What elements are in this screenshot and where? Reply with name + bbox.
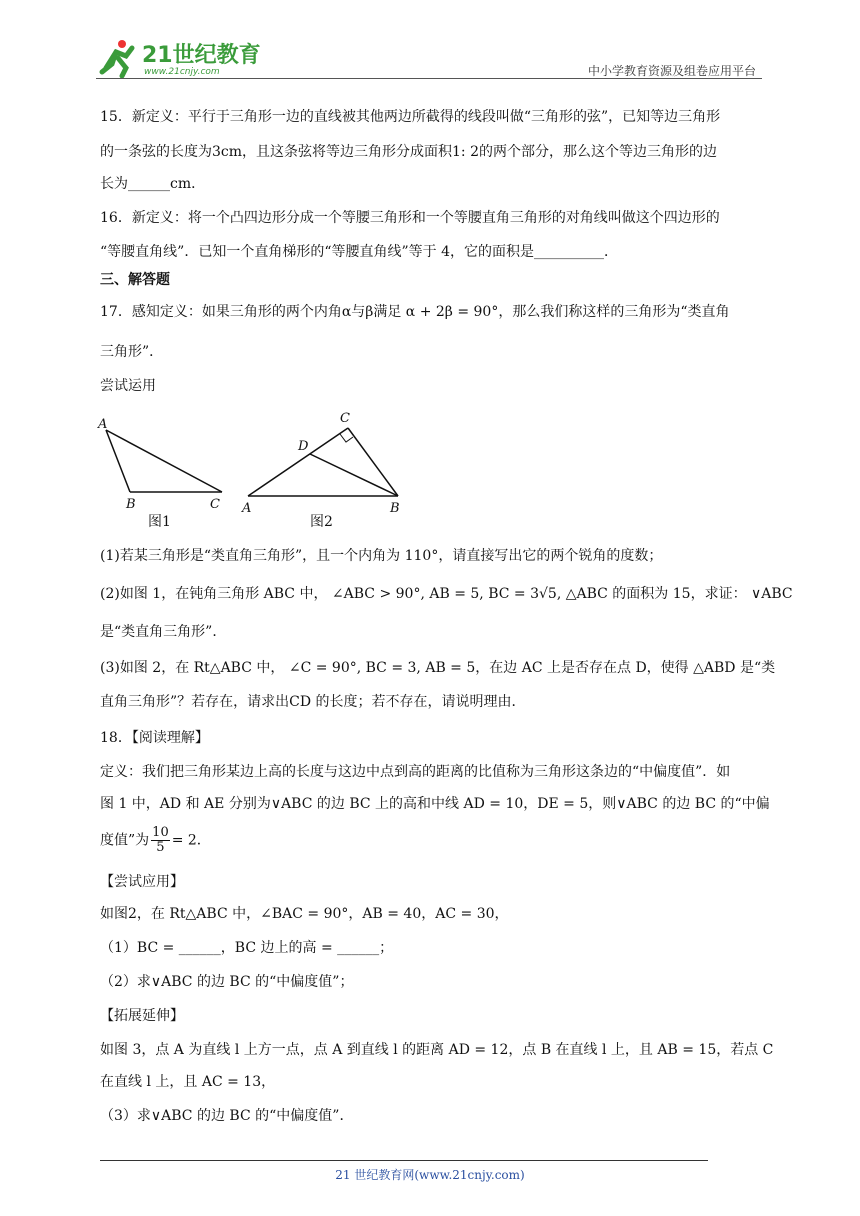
q18-fig2-statement: 如图2，在 Rt△ABC 中，∠BAC = 90°，AB = 40，AC = 30， (100, 906, 509, 922)
q18-definition-line-1: 定义：我们把三角形某边上高的长度与这边中点到高的距离的比值称为三角形这条边的“中偏度值”．如 (100, 764, 731, 780)
q18-part-2: （2）求∨ABC 的边 BC 的“中偏度值”； (100, 974, 354, 990)
q18-extension-heading: 【拓展延伸】 (100, 1008, 184, 1024)
q18-part-1: （1）BC = ______，BC 边上的高 = ______； (100, 940, 394, 956)
fraction-denominator: 5 (156, 840, 165, 855)
q15-line-2: 的一条弦的长度为3cm，且这条弦将等边三角形分成面积1: 2的两个部分，那么这个等边三角形的边 (100, 144, 718, 160)
q18-definition-line-3 (100, 826, 211, 855)
q15-line-1: 15．新定义：平行于三角形一边的直线被其他两边所截得的线段叫做“三角形的弦”，已知等边三角形 (100, 109, 721, 125)
q18-def-suffix: = 2． (171, 832, 211, 849)
svg-text:21世纪教育: 21世纪教育 (142, 43, 261, 68)
footer-divider (100, 1160, 708, 1161)
figure-1 (97, 417, 222, 530)
section-heading: 三、解答题 (100, 272, 170, 288)
q18-try-heading: 【尝试应用】 (100, 874, 184, 890)
header-divider (96, 78, 762, 79)
q17-part-2-line-2: 是“类直角三角形”． (100, 624, 227, 640)
fig1-label-a: A (98, 417, 108, 432)
q17-figures (96, 408, 416, 538)
q17-line-2: 三角形”． (100, 344, 164, 360)
platform-name: 中小学教育资源及组卷应用平台 (587, 64, 756, 78)
fraction-numerator: 10 (152, 825, 169, 840)
fig2-label-c: C (340, 411, 350, 426)
fig2-label-b: B (390, 501, 400, 516)
q16-line-1: 16．新定义：将一个凸四边形分成一个等腰三角形和一个等腰直角三角形的对角线叫做这个四边形的 (100, 210, 720, 226)
fig1-label-c: C (210, 497, 220, 512)
fig2-caption: 图2 (310, 514, 333, 530)
q17-part-2-line-1: (2)如图 1，在钝角三角形 ABC 中， ∠ABC > 90°, AB = 5, BC = 3√5, △ABC 的面积为 15，求证： ∨ABC (100, 586, 793, 602)
figure-2 (241, 411, 400, 530)
q18-definition-line-2: 图 1 中，AD 和 AE 分别为∨ABC 的边 BC 上的高和中线 AD = 10，DE = 5，则∨ABC 的边 BC 的“中偏 (100, 796, 770, 812)
q18-fig3-line-1: 如图 3，点 A 为直线 l 上方一点，点 A 到直线 l 的距离 AD = 12，点 B 在直线 l 上，且 AB = 15，若点 C (100, 1042, 774, 1058)
fraction (151, 826, 170, 855)
q18-part-3: （3）求∨ABC 的边 BC 的“中偏度值”． (100, 1108, 354, 1124)
q17-part-3-line-2: 直角三角形”？若存在，请求出CD 的长度；若不存在，请说明理由． (100, 694, 526, 710)
page-header (96, 38, 762, 82)
q18-title: 18．【阅读理解】 (100, 730, 209, 746)
q17-line-1: 17．感知定义：如果三角形的两个内角α与β满足 α + 2β = 90°，那么我们称这样的三角形为“类直角 (100, 304, 730, 320)
svg-text:www.21cnjy.com: www.21cnjy.com (144, 67, 220, 77)
q18-def-prefix: 度值”为 (100, 832, 150, 849)
q16-line-2: “等腰直角线”．已知一个直角梯形的“等腰直角线”等于 4，它的面积是__________． (100, 244, 618, 260)
page-footer: 21 世纪教育网(www.21cnjy.com) (335, 1168, 525, 1182)
fig1-caption: 图1 (148, 514, 171, 530)
q17-part-3-line-1: (3)如图 2，在 Rt△ABC 中， ∠C = 90°, BC = 3, AB = 5，在边 AC 上是否存在点 D，使得 △ABD 是“类 (100, 660, 776, 676)
fig1-label-b: B (126, 497, 136, 512)
q15-line-3: 长为______cm． (100, 176, 206, 192)
fig2-label-a: A (242, 501, 252, 516)
q17-part-1: (1)若某三角形是“类直角三角形”，且一个内角为 110°，请直接写出它的两个锐角的度数； (100, 548, 663, 564)
q17-try-heading: 尝试运用 (100, 378, 156, 394)
fig2-label-d: D (298, 439, 309, 454)
q18-fig3-line-2: 在直线 l 上，且 AC = 13， (100, 1074, 276, 1090)
